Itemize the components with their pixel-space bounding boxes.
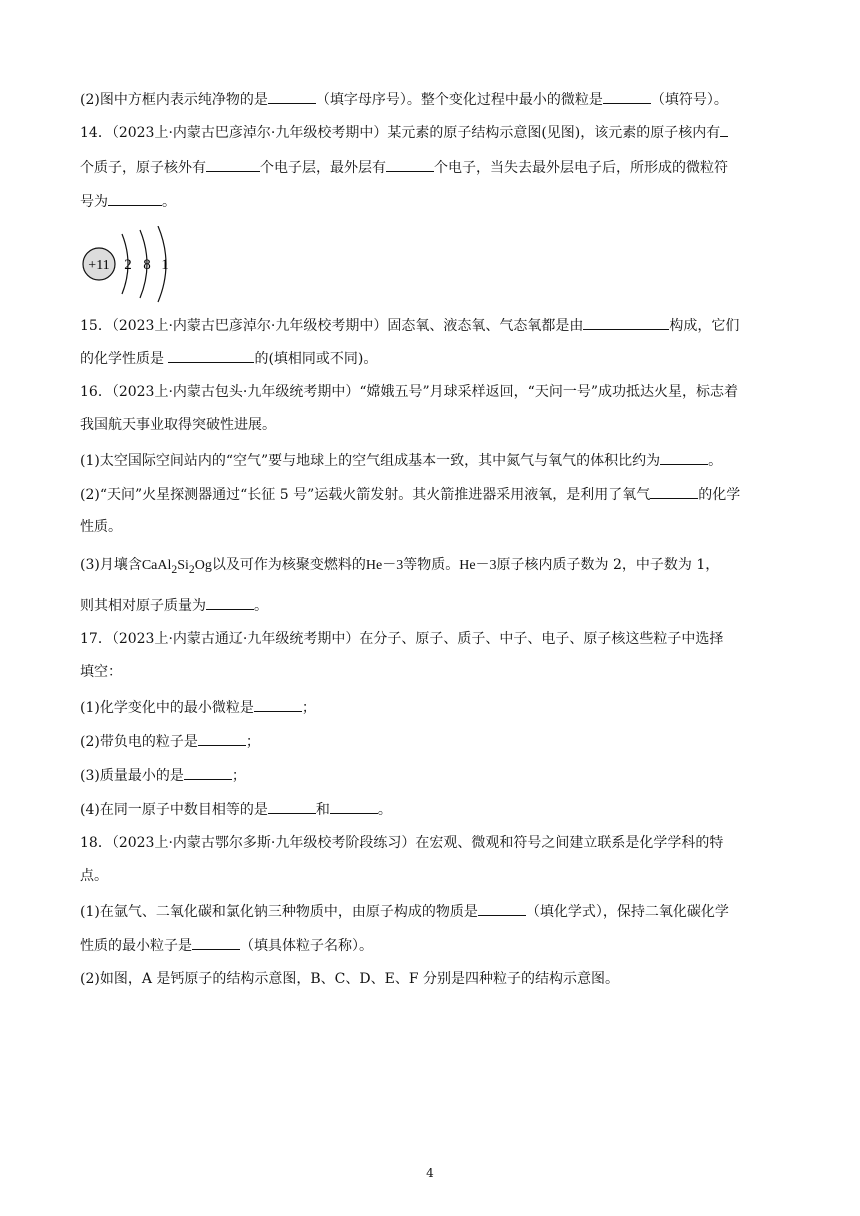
- text: 。: [377, 802, 392, 818]
- answer-blank: [330, 800, 378, 814]
- q18-line1: [80, 834, 780, 852]
- formula-he3: He－3: [459, 558, 497, 573]
- text: 个电子，当失去最外层电子后，所形成的微粒符: [434, 160, 728, 176]
- q18-line2: [80, 867, 780, 885]
- q17-part3: [80, 766, 780, 785]
- q14-line3: [80, 192, 780, 211]
- q14-line2: [80, 158, 780, 177]
- answer-blank: [603, 90, 651, 104]
- text: (3)质量最小的是: [80, 768, 184, 784]
- q17-part2: [80, 732, 780, 751]
- text: 点。: [80, 868, 108, 884]
- text: 。: [254, 598, 268, 614]
- nucleus-charge: +11: [88, 258, 110, 273]
- q14-line1: [80, 123, 780, 142]
- text: 个质子，原子核外有: [80, 160, 206, 176]
- text: 的化学: [698, 487, 741, 503]
- shell-electron-count: 1: [161, 257, 169, 273]
- shell-electron-count: 2: [124, 257, 132, 273]
- text: 16．（2023上·内蒙古包头·九年级统考期中）“嫦娥五号”月球采样返回，“天问一号”成功抵达火星，标志着: [80, 384, 738, 400]
- answer-blank: [268, 800, 316, 814]
- q16-line2: [80, 416, 780, 434]
- text: （填符号）。: [650, 92, 728, 108]
- q18-part2: [80, 970, 780, 988]
- text: (2)带负电的粒子是: [80, 734, 198, 750]
- answer-blank: [386, 158, 434, 172]
- answer-blank: [650, 485, 698, 499]
- text: 性质。: [80, 519, 122, 535]
- q16-line1: [80, 383, 780, 401]
- q17-part4: [80, 800, 780, 819]
- text: (2)“天问”火星探测器通过“长征 5 号”运载火箭发射。其火箭推进器采用液氧，是利用了氧气: [80, 487, 651, 503]
- answer-blank: [206, 158, 260, 172]
- text: 号为: [80, 194, 108, 210]
- text: 则其相对原子质量为: [80, 598, 206, 614]
- answer-blank: [720, 123, 728, 137]
- q16-part2-cont: [80, 518, 780, 536]
- text: 等物质。: [403, 557, 460, 573]
- text: ；: [231, 768, 246, 784]
- answer-blank: [168, 349, 254, 363]
- text: (1)在氩气、二氧化碳和氯化钠三种物质中，由原子构成的物质是: [80, 904, 478, 920]
- formula-he3: He－3: [365, 558, 404, 573]
- text: 15．（2023上·内蒙古巴彦淖尔·九年级校考期中）固态氧、液态氧、气态氧都是由: [80, 318, 584, 334]
- text: ；: [245, 734, 260, 750]
- text: 。: [162, 194, 176, 210]
- shell-electron-count: 8: [143, 257, 151, 273]
- text: （填字母序号）。整个变化过程中最小的微粒是: [315, 92, 603, 108]
- text: (2)如图，A 是钙原子的结构示意图，B、C、D、E、F 分别是四种粒子的结构示意图。: [80, 971, 619, 987]
- text: （填化学式），保持二氧化碳化学: [525, 904, 729, 920]
- page-number: 4: [426, 1166, 434, 1180]
- answer-blank: [268, 90, 316, 104]
- q16-part3-cont: [80, 596, 780, 615]
- text: 我国航天事业取得突破性进展。: [80, 417, 276, 433]
- answer-blank: [583, 316, 669, 330]
- text: 18．（2023上·内蒙古鄂尔多斯·九年级校考阶段练习）在宏观、微观和符号之间建立联系是化学学科的特: [80, 835, 724, 851]
- answer-blank: [184, 766, 232, 780]
- q17-part1: [80, 698, 780, 717]
- text: （填具体粒子名称）。: [240, 938, 373, 954]
- text: 14．（2023上·内蒙古巴彦淖尔·九年级校考期中）某元素的原子结构示意图(见图)，该元素的原子核内有: [80, 125, 721, 141]
- q16-part3: [80, 556, 780, 579]
- text: 性质的最小粒子是: [80, 938, 192, 954]
- q15-line2: [80, 349, 780, 368]
- q18-part1: [80, 902, 780, 921]
- formula-caal2si2og: $CaAl_2Si_2Og$: [141, 558, 212, 576]
- answer-blank: [660, 451, 708, 465]
- q15-line1: [80, 316, 780, 335]
- q16-part1: [80, 451, 780, 470]
- q13-part2: [80, 90, 780, 109]
- answer-blank: [192, 936, 240, 950]
- q17-line2: [80, 663, 780, 681]
- answer-blank: [478, 902, 526, 916]
- text: 和: [315, 802, 330, 818]
- text: 的(填相同或不同)。: [254, 351, 378, 367]
- text: 。: [708, 453, 723, 469]
- text: (1)太空国际空间站内的“空气”要与地球上的空气组成基本一致，其中氮气与氧气的体积比约为: [80, 453, 661, 469]
- text: 以及可作为核聚变燃料的: [211, 557, 366, 573]
- q16-part2: [80, 485, 780, 504]
- text: (3)月壤含: [80, 557, 142, 573]
- text: 原子核内质子数为 2，中子数为 1，: [496, 557, 720, 573]
- text: 17．（2023上·内蒙古通辽·九年级统考期中）在分子、原子、质子、中子、电子、原子核这些粒子中选择: [80, 631, 724, 647]
- q17-line1: [80, 630, 780, 648]
- answer-blank: [198, 732, 246, 746]
- text: (2)图中方框内表示纯净物的是: [80, 92, 268, 108]
- q18-part1-cont: [80, 936, 780, 955]
- atom-structure-diagram: [82, 226, 182, 306]
- text: 填空：: [80, 664, 122, 680]
- answer-blank: [206, 596, 254, 610]
- text: 个电子层，最外层有: [260, 160, 386, 176]
- text: 的化学性质是: [80, 351, 169, 367]
- text: 构成，它们: [669, 318, 740, 334]
- answer-blank: [108, 192, 162, 206]
- answer-blank: [254, 698, 302, 712]
- text: (4)在同一原子中数目相等的是: [80, 802, 268, 818]
- text: ；: [301, 700, 316, 716]
- text: (1)化学变化中的最小微粒是: [80, 700, 254, 716]
